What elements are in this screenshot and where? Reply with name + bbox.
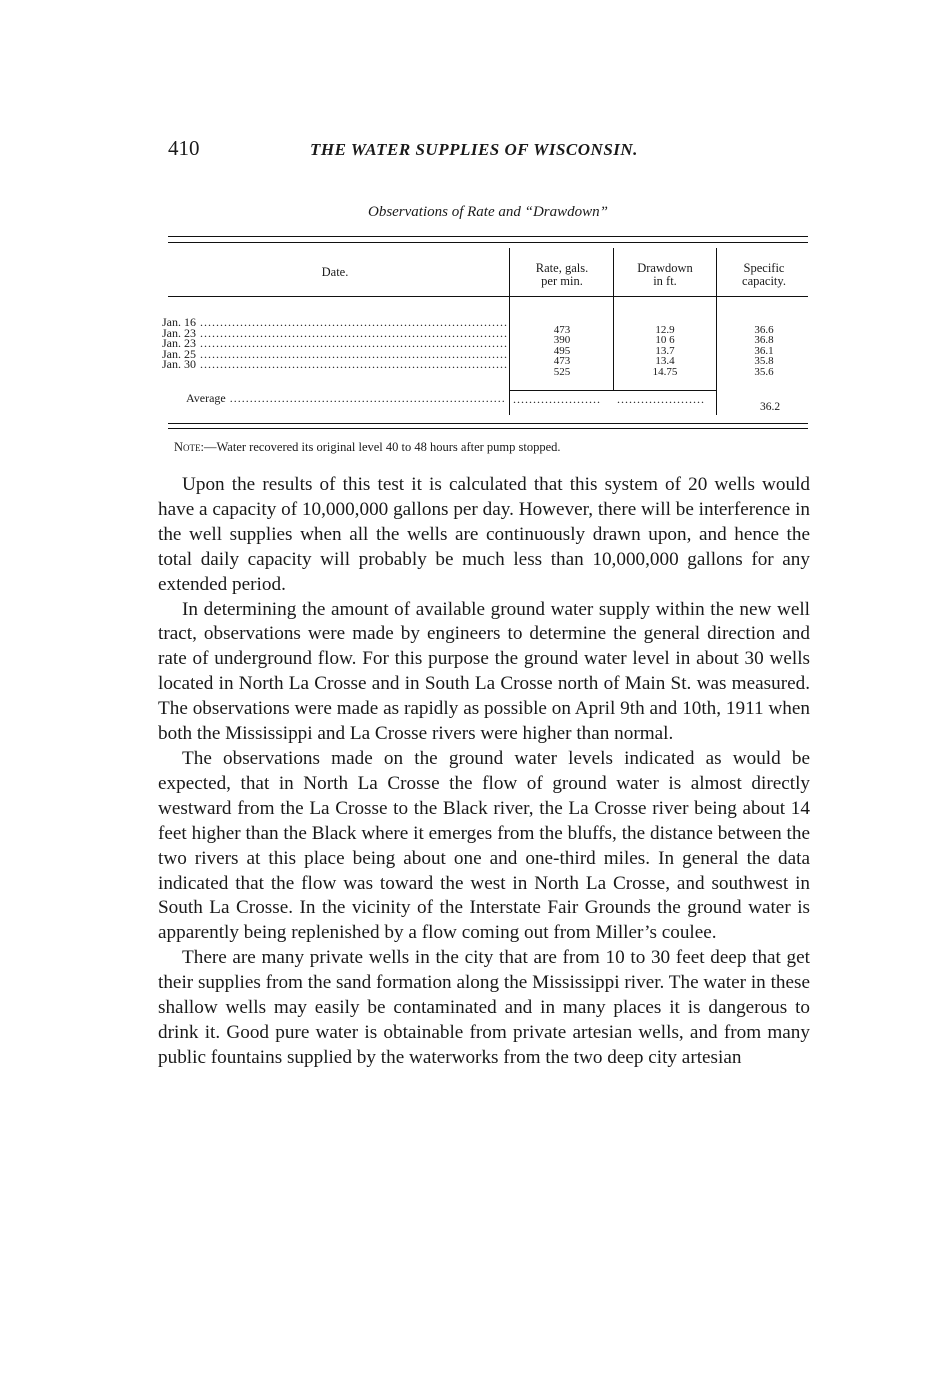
average-label: Average ..... bbox=[186, 391, 506, 406]
note-label: Note bbox=[174, 440, 201, 454]
specific-cell: 36.6 bbox=[754, 324, 774, 336]
specific-cell: 35.6 bbox=[754, 365, 774, 378]
rate-cell: 390 bbox=[553, 334, 571, 347]
col-divider-1 bbox=[509, 248, 510, 308]
date-cell: Jan. 16 ..... bbox=[162, 317, 507, 328]
rate-cell: 473 bbox=[553, 324, 571, 336]
drawdown-cell: 14.75 bbox=[652, 365, 678, 378]
page-number: 410 bbox=[168, 136, 200, 160]
header-rate-line1: Rate, gals. bbox=[535, 261, 589, 275]
drawdown-cell: 12.9 bbox=[655, 324, 675, 336]
body-text bbox=[158, 473, 810, 1071]
note-text: :—Water recovered its original level 40 to 48 hours after pump stopped. bbox=[200, 440, 561, 454]
drawdown-cell: 10 6 bbox=[655, 334, 675, 347]
drawdown-cell: 13.4 bbox=[655, 355, 675, 368]
rate-cell: 525 bbox=[553, 365, 571, 378]
paragraph: In determining the amount of available ground water supply within the new well tract, observations were made by engineers to determine the general direction and rate of underground flow. For this purpose the ground water level in about 30 wells located in North La Crosse and in South La Crosse north of Main St. was measured. The observations were made as rapidly as possible on April 9th and 10th, 1911 when both the Mississippi and La Crosse rivers were higher than normal. bbox=[158, 598, 810, 745]
header-drawdown-line2: in ft. bbox=[653, 274, 677, 288]
table-bottom-rule bbox=[168, 428, 808, 429]
specific-cell: 36.8 bbox=[754, 334, 774, 347]
page-header bbox=[168, 136, 808, 166]
header-specific bbox=[719, 262, 809, 288]
average-rate-dots: ...................... bbox=[513, 392, 601, 406]
header-date: Date. bbox=[321, 265, 349, 279]
date-cell: Jan. 25 ..... bbox=[162, 349, 507, 360]
header-drawdown-line1: Drawdown bbox=[637, 261, 693, 275]
average-value: 36.2 bbox=[759, 401, 781, 413]
paragraph: The observations made on the ground water levels indicated as would be expected, that in North La Crosse the flow of ground water is almost directly westward from the La Crosse to the Black river, the La Crosse river being about 14 feet higher than the Black where it emerges from the bluffs, the distance between the two rivers at this place being about one and one-third miles. In general the data indicated that the flow was toward the west in North La Crosse, and southwest in South La Crosse. In the vicinity of the Interstate Fair Grounds the ground water is apparently being replenished by a flow coming out from Miller’s coulee. bbox=[158, 747, 810, 944]
header-drawdown bbox=[616, 262, 714, 288]
running-title: THE WATER SUPPLIES OF WISCONSIN. bbox=[310, 140, 638, 159]
body-divider-3 bbox=[716, 304, 717, 415]
drawdown-cell: 13.7 bbox=[655, 344, 675, 357]
header-rate-line2: per min. bbox=[541, 274, 583, 288]
header-specific-line2: capacity. bbox=[742, 274, 786, 288]
specific-cell: 35.8 bbox=[754, 355, 774, 368]
rate-column bbox=[512, 325, 612, 377]
table-bottom-rule-thin bbox=[168, 423, 808, 424]
table-title: Observations of Rate and “Drawdown” bbox=[367, 204, 608, 220]
paragraph: There are many private wells in the city that are from 10 to 30 feet deep that get their supplies from the sand formation along the Mississippi river. The water in these shallow wells may easily be contaminated and in many places it is dangerous to drink it. Good pure water is obtainable from private artesian wells, and from many public fountains supplied by the waterworks from the two deep city artesian bbox=[158, 947, 810, 1068]
average-drawdown-dots: ...................... bbox=[617, 392, 705, 406]
drawdown-column bbox=[616, 325, 714, 377]
table-top-rule bbox=[168, 236, 808, 237]
specific-cell: 36.1 bbox=[754, 344, 774, 357]
col-divider-3 bbox=[716, 248, 717, 308]
table-top-rule-thin bbox=[168, 242, 808, 243]
date-cell: Jan. 23 ..... bbox=[162, 338, 507, 349]
date-cell: Jan. 23 ..... bbox=[162, 328, 507, 339]
average-top-rule bbox=[510, 390, 716, 391]
rate-cell: 495 bbox=[553, 344, 571, 357]
date-cell: Jan. 30 ..... bbox=[162, 359, 507, 370]
col-divider-2 bbox=[613, 248, 614, 308]
body-divider-2 bbox=[613, 304, 614, 391]
table-note bbox=[174, 440, 814, 455]
rate-cell: 473 bbox=[553, 355, 571, 368]
observations-table bbox=[160, 232, 810, 437]
date-column bbox=[162, 317, 507, 370]
header-bottom-rule bbox=[168, 296, 808, 297]
paragraph: Upon the results of this test it is calculated that this system of 20 wells would have a capacity of 10,000,000 gallons per day. However, there will be interference in the well supplies when all the wells are continuously drawn upon, and hence the total daily capacity will probably be much less than 10,000,000 gallons for any extended period. bbox=[158, 474, 810, 595]
header-specific-line1: Specific bbox=[743, 261, 785, 275]
specific-column bbox=[719, 325, 809, 377]
body-divider-1 bbox=[509, 304, 510, 415]
header-rate bbox=[512, 262, 612, 288]
